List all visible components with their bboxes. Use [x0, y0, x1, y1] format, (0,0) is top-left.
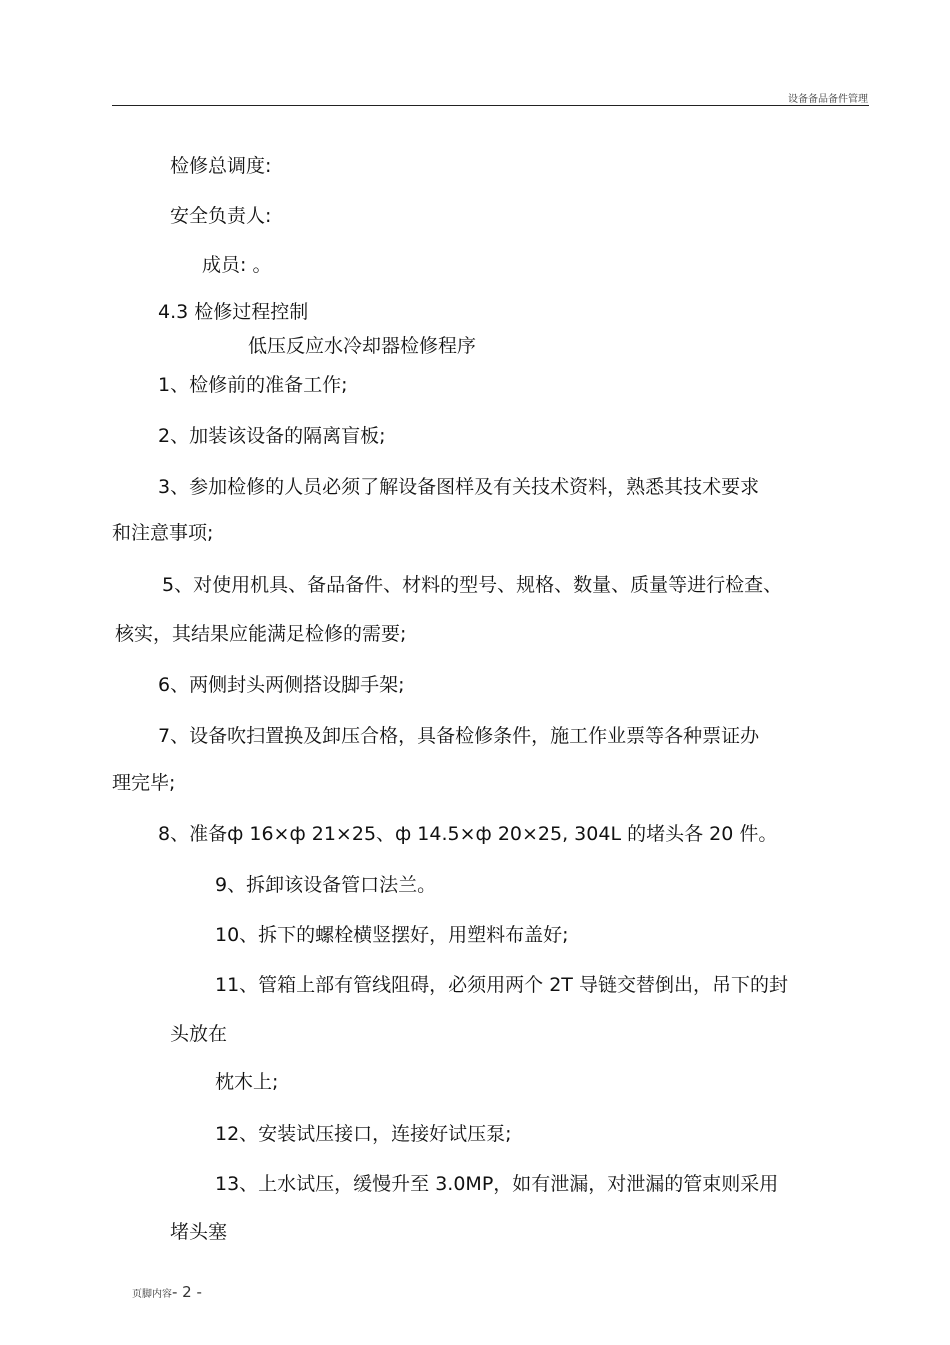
text-line-step-5-cont: 核实，其结果应能满足检修的需要;: [115, 623, 407, 645]
text-line-step-8: 8、准备ф 16×ф 21×25、ф 14.5×ф 20×25, 304L 的堵头各 20 件。: [158, 823, 778, 845]
text-line-safety-officer: 安全负责人:: [170, 205, 272, 227]
footer-label: 页脚内容: [132, 1289, 172, 1300]
section-heading: 4.3 检修过程控制: [158, 301, 309, 323]
text-line-step-3: 3、参加检修的人员必须了解设备图样及有关技术资料，熟悉其技术要求: [158, 476, 760, 498]
text-line-step-6: 6、两侧封头两侧搭设脚手架;: [158, 674, 405, 696]
text-line-step-7: 7、设备吹扫置换及卸压合格，具备检修条件，施工作业票等各种票证办: [158, 725, 760, 747]
running-header: 设备备品备件管理: [788, 94, 868, 105]
text-line-members: 成员: 。: [202, 254, 272, 276]
text-line-step-10: 10、拆下的螺栓横竖摆好，用塑料布盖好;: [215, 924, 569, 946]
text-line-step-11: 11、管箱上部有管线阻碍，必须用两个 2T 导链交替倒出，吊下的封: [215, 974, 788, 996]
text-line-step-3-cont: 和注意事项;: [112, 522, 214, 544]
text-line-step-7-cont: 理完毕;: [112, 772, 176, 794]
text-line-step-2: 2、加装该设备的隔离盲板;: [158, 425, 386, 447]
page-number: - 2 -: [172, 1283, 202, 1301]
text-line-dispatcher: 检修总调度:: [170, 155, 272, 177]
text-line-step-11-cont: 头放在: [170, 1023, 228, 1045]
page-footer: [132, 1282, 202, 1301]
text-line-step-5: 5、对使用机具、备品备件、材料的型号、规格、数量、质量等进行检查、: [162, 574, 783, 596]
procedure-title: 低压反应水冷却器检修程序: [248, 335, 477, 357]
text-line-step-12: 12、安装试压接口，连接好试压泵;: [215, 1123, 512, 1145]
text-line-step-11-cont2: 枕木上;: [215, 1071, 279, 1093]
text-line-step-13-cont: 堵头塞: [170, 1221, 228, 1243]
text-line-step-13: 13、上水试压，缓慢升至 3.0MP，如有泄漏，对泄漏的管束则采用: [215, 1173, 779, 1195]
header-rule: [112, 105, 869, 106]
text-line-step-9: 9、拆卸该设备管口法兰。: [215, 874, 437, 896]
text-line-step-1: 1、检修前的准备工作;: [158, 374, 348, 396]
